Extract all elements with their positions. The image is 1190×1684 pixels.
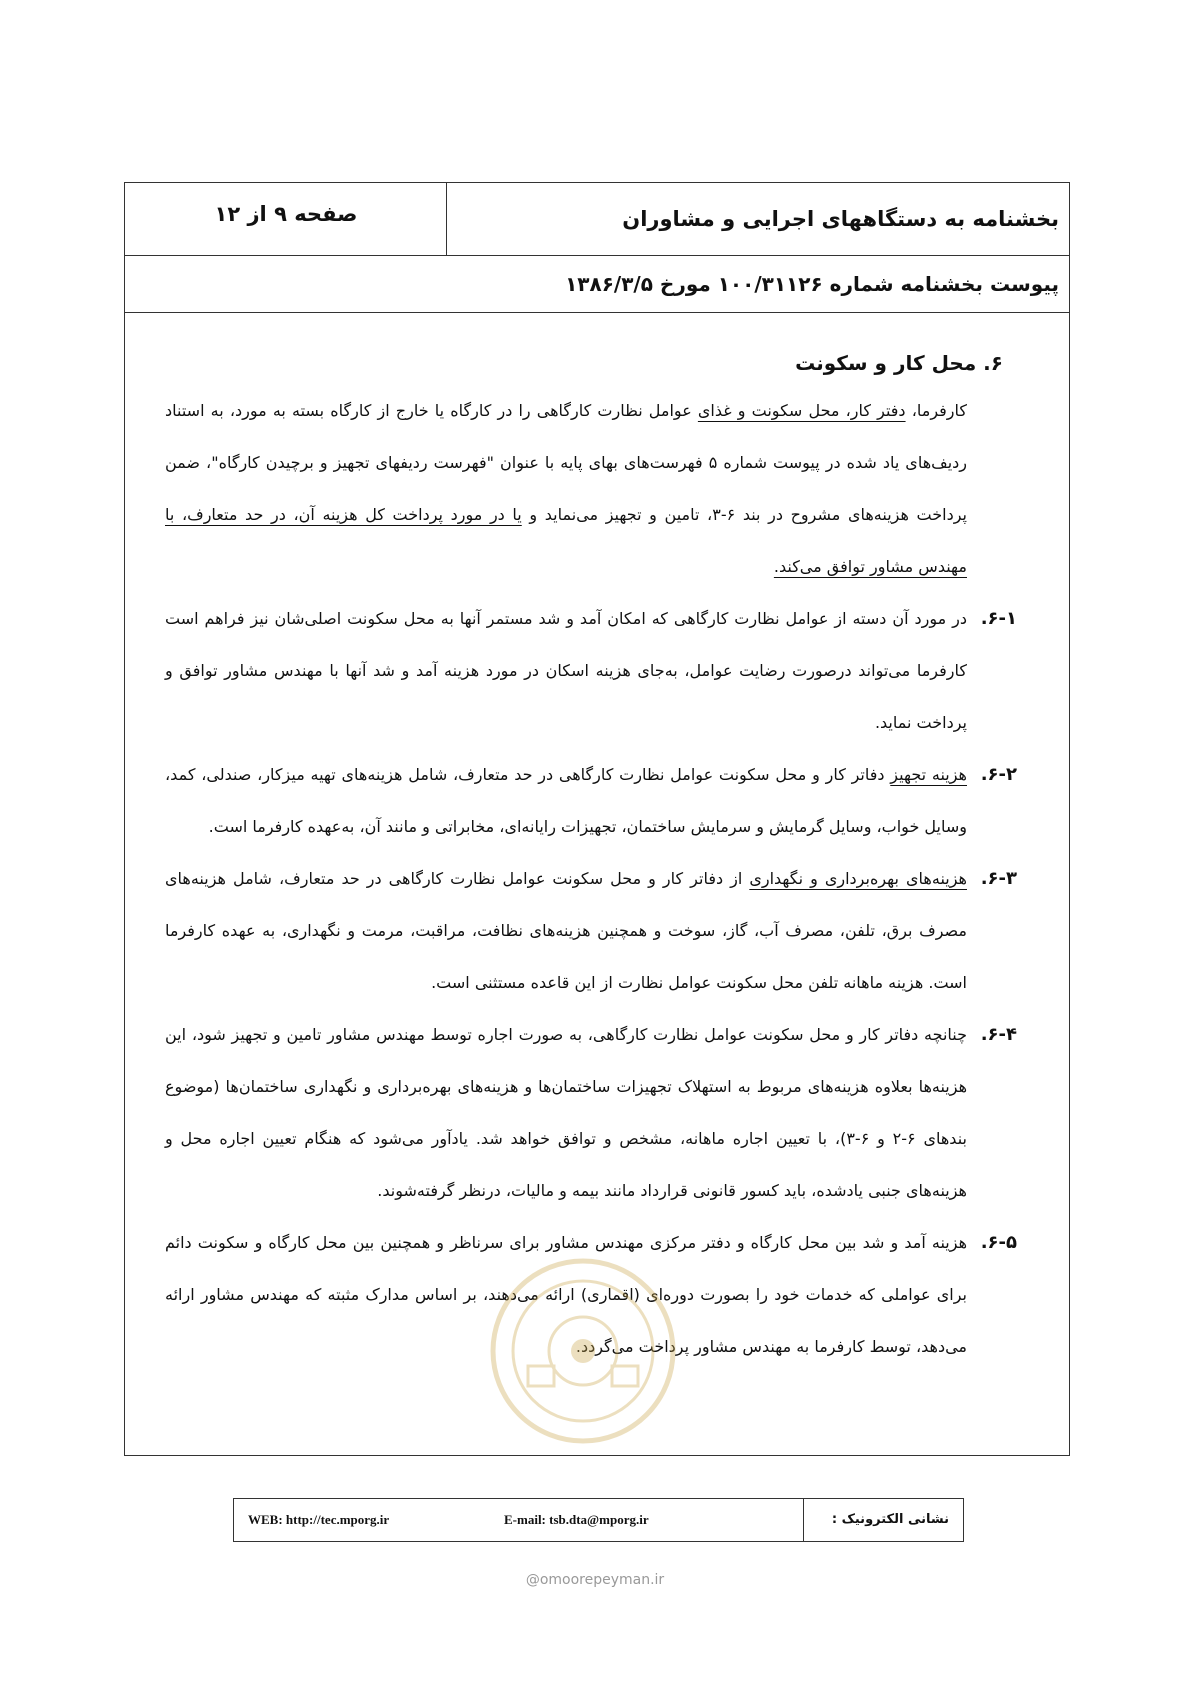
clause-text: دفاتر کار و محل سکونت عوامل نظارت کارگاهی در حد متعارف، شامل هزینه‌های تهیه میزکار، صندلی، کمد، وسایل خواب، وسایل گرمایش و سرمایش ساختمان، تجهیزات رایانه‌ای، مخابراتی و مانند آن، به‌عهده کارفرما است. [165, 765, 967, 836]
footer-web[interactable]: WEB: http://tec.mporg.ir [248, 1512, 390, 1527]
clause-text: چنانچه دفاتر کار و محل سکونت عوامل نظارت کارگاهی، به صورت اجاره توسط مهندس مشاور تامین و تجهیز شود، این هزینه‌ها بعلاوه هزینه‌های مربوط به استهلاک تجهیزات ساختمان‌ها و هزینه‌های بهره‌برداری و نگهداری ساختمان‌ها (موضوع بندهای ۶-۲ و ۶-۳)، با تعیین اجاره ماهانه، مشخص و توافق خواهد شد. یادآور می‌شود که هنگام تعیین اجاره محل و هزینه‌های جنبی یادشده، باید کسور قانونی قرارداد مانند بیمه و مالیات، درنظر گرفته‌شوند. [165, 1025, 967, 1200]
document-title: بخشنامه به دستگاههای اجرایی و مشاوران [446, 183, 1069, 255]
clause-underlined: هزینه تجهیز [890, 765, 967, 784]
intro-underlined-2: یا در مورد پرداخت کل هزینه آن، در حد متعارف، با مهندس مشاور توافق می‌کند. [165, 505, 967, 576]
clause-number: ۶-۳. [980, 868, 1017, 889]
footer-label: نشانی الکترونیک : [803, 1499, 963, 1541]
clause-number: ۶-۴. [980, 1024, 1017, 1045]
site-watermark [0, 1572, 1190, 1588]
intro-underlined-1: دفتر کار، محل سکونت و غذای [697, 401, 906, 420]
seal-watermark [488, 1256, 678, 1446]
clause-text: هزینه آمد و شد بین محل کارگاه و دفتر مرکزی مهندس مشاور برای سرناظر و همچنین بین محل کارگاه و سکونت دائم برای عواملی که خدمات خود را بصورت دوره‌ای (اقماری) ارائه می‌دهند، بر اساس مدارک مثبته که مهندس مشاور ارائه می‌دهد، توسط کارفرما به مهندس مشاور پرداخت می‌گردد. [165, 1233, 967, 1356]
intro-text-1: کارفرما، [905, 401, 968, 420]
clause-6-3 [165, 853, 1017, 1009]
content-body [165, 351, 1017, 1373]
section-title: ۶. محل کار و سکونت [795, 351, 1003, 375]
intro-text-2: عوامل نظارت کارگاهی را در کارگاه یا خارج از کارگاه بسته به مورد، به استناد ردیف‌های یاد شده در پیوست شماره ۵ فهرست‌های بهای پایه با عنوان "فهرست ردیفهای تجهیز و برچیدن کارگاه"، ضمن پرداخت هزینه‌های مشروح در بند ۶-۳، تامین و تجهیز می‌نماید و [165, 401, 968, 524]
clause-number: ۶-۱. [980, 608, 1017, 629]
footer-box [233, 1498, 964, 1542]
page-number: صفحه ۹ از ۱۲ [214, 202, 358, 226]
clause-text: در مورد آن دسته از عوامل نظارت کارگاهی که امکان آمد و شد مستمر آنها به محل سکونت اصلی‌شان نیز فراهم است کارفرما می‌تواند درصورت رضایت عوامل، به‌جای هزینه اسکان در مورد هزینه آمد و شد آنها با مهندس مشاور توافق و پرداخت نماید. [165, 609, 967, 732]
clause-6-2 [165, 749, 1017, 853]
header-row [125, 183, 1069, 256]
clause-number: ۶-۲. [980, 764, 1017, 785]
intro-paragraph [165, 385, 1017, 593]
clause-6-1 [165, 593, 1017, 749]
document-subtitle: پیوست بخشنامه شماره ۱۰۰/۳۱۱۲۶ مورخ ۱۳۸۶/۳/۵ [125, 255, 1069, 313]
clause-text: از دفاتر کار و محل سکونت عوامل نظارت کارگاهی در حد متعارف، شامل هزینه‌های مصرف برق، تلفن، مصرف آب، گاز، سوخت و همچنین هزینه‌های نظافت، مراقبت، مرمت و نگهداری، به عهده کارفرما است. هزینه ماهانه تلفن محل سکونت عوامل نظارت از این قاعده مستثنی است. [165, 869, 967, 992]
clause-6-4 [165, 1009, 1017, 1217]
clause-underlined: هزینه‌های بهره‌برداری و نگهداری [749, 869, 967, 888]
clause-number: ۶-۵. [980, 1232, 1017, 1253]
at-icon: @ [525, 1572, 540, 1588]
site-watermark-text: omoorepeyman.ir [539, 1572, 665, 1588]
footer-email[interactable]: E-mail: tsb.dta@mporg.ir [504, 1512, 649, 1527]
